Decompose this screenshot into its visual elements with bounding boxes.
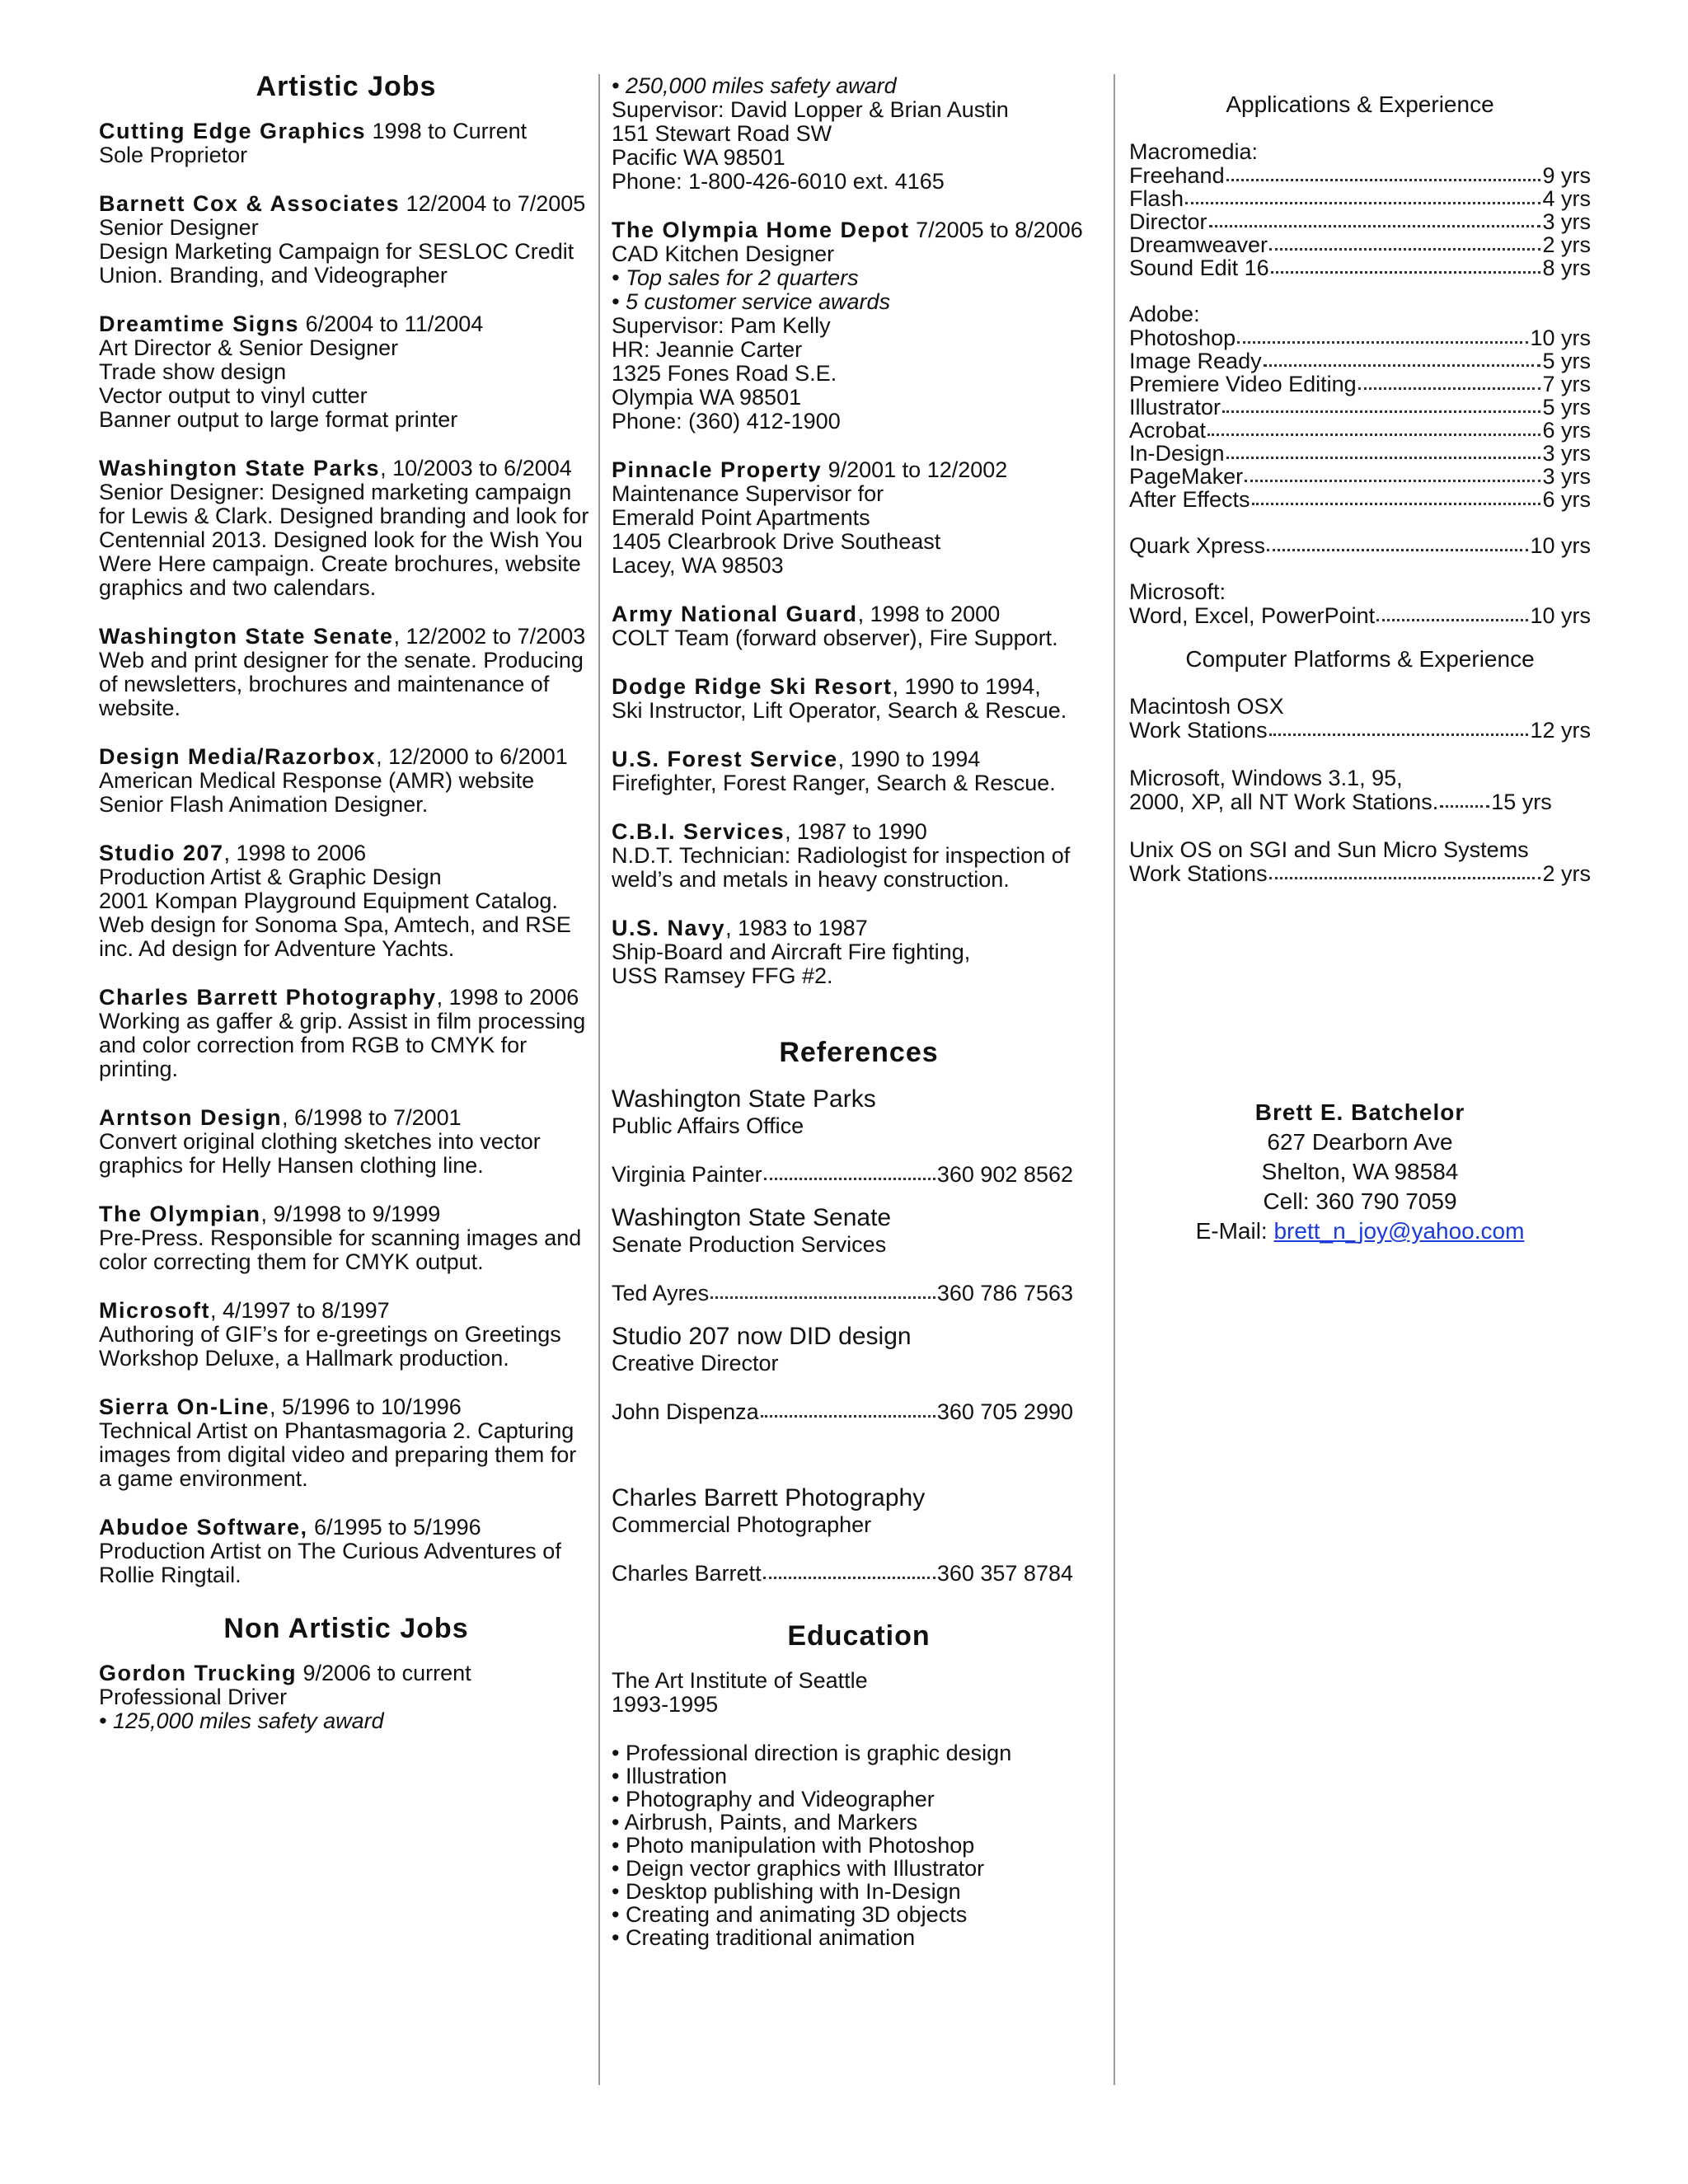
reference-org: Studio 207 now DID design: [612, 1323, 912, 1350]
skill-row-microsoft-office: [1129, 604, 1591, 627]
column-divider-right: [1114, 74, 1115, 2085]
job-line: Convert original clothing sketches into vector graphics for Helly Hansen clothing line.: [99, 1129, 541, 1178]
job-dates: , 1998 to 2000: [857, 602, 1001, 626]
job-line: CAD Kitchen Designer: [612, 241, 835, 266]
job-line: Lacey, WA 98503: [612, 553, 784, 578]
education-bullet: • Illustration: [612, 1764, 728, 1788]
job-line: American Medical Response (AMR) website Senior Flash Animation Designer.: [99, 768, 535, 817]
applications-list: [1129, 140, 1591, 511]
education-years: 1993-1995: [612, 1692, 719, 1717]
job-line: Senior Designer: Designed marketing campaign for Lewis & Clark. Designed branding and look for Centennial 2013. Designed look for the Wish You Were Here campaign. Create brochures, website graphics and two calendars.: [99, 480, 589, 600]
job-line: Professional Driver: [99, 1685, 288, 1709]
platform-name: Work Stations: [1129, 718, 1268, 743]
reference-name: John Dispenza: [612, 1399, 759, 1424]
skill-years: 3 yrs: [1542, 209, 1591, 234]
job-line: Olympia WA 98501: [612, 385, 802, 410]
education-bullet: • Airbrush, Paints, and Markers: [612, 1810, 918, 1835]
skill-name: Quark Xpress: [1129, 533, 1266, 558]
job-dates: 7/2005 to 8/2006: [909, 218, 1083, 242]
skill-name: Premiere Video Editing: [1129, 372, 1357, 396]
job-title: Dodge Ridge Ski Resort: [612, 674, 893, 699]
platform-row-windows: [1129, 790, 1591, 813]
job-title: Sierra On-Line: [99, 1394, 270, 1419]
job-line: Phone: (360) 412-1900: [612, 409, 841, 434]
job-contact-lines: [612, 98, 1106, 194]
job-dates: , 10/2003 to 6/2004: [380, 456, 572, 480]
job-line: Vector output to vinyl cutter: [99, 383, 368, 408]
skill-years: 10 yrs: [1530, 603, 1591, 628]
reference-dept: Commercial Photographer: [612, 1512, 872, 1537]
education-bullets: [612, 1741, 1106, 1949]
dot-leader: [1222, 410, 1540, 413]
job-dates: , 1983 to 1987: [725, 916, 868, 940]
reference-dept: Senate Production Services: [612, 1232, 887, 1257]
job-line: Production Artist on The Curious Adventures of Rollie Ringtail.: [99, 1539, 561, 1587]
skill-years: 5 yrs: [1542, 395, 1591, 419]
job-line: Firefighter, Forest Ranger, Search & Rescue.: [612, 771, 1056, 795]
platform-name: Work Stations: [1129, 861, 1268, 886]
skill-row: [1129, 419, 1591, 442]
contact-email-row: [1129, 1216, 1591, 1246]
job-title: Design Media/Razorbox: [99, 744, 377, 769]
job-line: COLT Team (forward observer), Fire Support.: [612, 626, 1058, 650]
job-dates: , 12/2002 to 7/2003: [393, 624, 586, 649]
dot-leader: [1237, 341, 1528, 344]
reference-contact-row: [612, 1282, 1073, 1305]
job-line: 2001 Kompan Playground Equipment Catalog. Web design for Sonoma Spa, Amtech, and RSE inc. Ad design for Adventure Yachts.: [99, 888, 571, 961]
skill-row: [1129, 442, 1591, 465]
job-gordon-trucking-continued: [612, 74, 1106, 194]
platform-years: 12 yrs: [1530, 718, 1591, 743]
non-artistic-jobs-list: [612, 458, 1106, 988]
platform-label: Unix OS on SGI and Sun Micro Systems: [1129, 837, 1529, 862]
job-dates: , 1998 to 2006: [223, 841, 367, 865]
skill-row: [1129, 256, 1591, 279]
skill-name: Photoshop: [1129, 326, 1236, 350]
education-bullet: • Creating and animating 3D objects: [612, 1902, 968, 1927]
job-title: Barnett Cox & Associates: [99, 191, 401, 216]
job-dates: 9/2001 to 12/2002: [822, 457, 1008, 482]
job-dates: , 5/1996 to 10/1996: [270, 1394, 462, 1419]
skill-group-label: Macromedia:: [1129, 139, 1259, 164]
platform-years: 15 yrs: [1491, 790, 1552, 814]
job-line: 1325 Fones Road S.E.: [612, 361, 837, 386]
job-title: The Olympia Home Depot: [612, 218, 910, 242]
dot-leader: [710, 1296, 935, 1299]
skill-years: 6 yrs: [1542, 487, 1591, 512]
skill-years: 7 yrs: [1542, 372, 1591, 396]
job-entry: [99, 1516, 593, 1587]
job-line: N.D.T. Technician: Radiologist for inspection of weld’s and metals in heavy construction.: [612, 843, 1071, 892]
job-entry: [99, 192, 593, 288]
skill-years: 8 yrs: [1542, 255, 1591, 280]
job-dates: , 1990 to 1994: [837, 747, 981, 771]
job-entry: [99, 1299, 593, 1371]
dot-leader: [761, 1415, 935, 1418]
job-entry: [99, 120, 593, 167]
reference-org: Washington State Parks: [612, 1085, 876, 1113]
job-line: Working as gaffer & grip. Assist in film processing and color correction from RGB to CMYK for printing.: [99, 1009, 586, 1081]
job-line: Web and print designer for the senate. Producing of newsletters, brochures and maintenance of website.: [99, 648, 584, 720]
job-line: Senior Designer: [99, 215, 259, 240]
skill-name: In-Design: [1129, 441, 1225, 466]
job-dates: , 1987 to 1990: [785, 819, 927, 844]
dot-leader: [764, 1178, 935, 1180]
job-title: Washington State Senate: [99, 624, 394, 649]
skill-row: [1129, 373, 1591, 396]
job-dates: , 4/1997 to 8/1997: [210, 1298, 390, 1323]
skill-group: [1129, 302, 1591, 511]
job-title: U.S. Navy: [612, 916, 726, 940]
job-title: Army National Guard: [612, 602, 858, 626]
job-entry: [99, 1202, 593, 1274]
job-line: Supervisor: David Lopper & Brian Austin: [612, 97, 1009, 122]
job-line: Ship-Board and Aircraft Fire fighting,: [612, 940, 971, 964]
reference-name: Ted Ayres: [612, 1281, 710, 1305]
job-line: Phone: 1-800-426-6010 ext. 4165: [612, 169, 945, 194]
skill-name: Flash: [1129, 186, 1184, 211]
skill-name: Sound Edit 16: [1129, 255, 1269, 280]
skill-row: [1129, 164, 1591, 187]
reference-contact-row: [612, 1163, 1073, 1186]
job-entry: [612, 916, 1106, 988]
job-title: The Olympian: [99, 1202, 261, 1226]
skill-group-label: Adobe:: [1129, 302, 1200, 326]
job-line: Pre-Press. Responsible for scanning images and color correcting them for CMYK output.: [99, 1226, 582, 1274]
education-bullet: • Photo manipulation with Photoshop: [612, 1833, 975, 1858]
job-line: Banner output to large format printer: [99, 407, 458, 432]
job-line: Design Marketing Campaign for SESLOC Credit Union. Branding, and Videographer: [99, 239, 574, 288]
platform-row-unix: [1129, 862, 1591, 885]
job-dates: 9/2006 to current: [297, 1661, 471, 1685]
platform-label: Macintosh OSX: [1129, 694, 1284, 719]
education-bullet: • Desktop publishing with In-Design: [612, 1879, 961, 1904]
skill-years: 3 yrs: [1542, 441, 1591, 466]
job-line: Pacific WA 98501: [612, 145, 785, 170]
job-line: Production Artist & Graphic Design: [99, 865, 442, 889]
job-title: Cutting Edge Graphics: [99, 119, 367, 143]
skill-name: After Effects: [1129, 487, 1250, 512]
job-dates: , 12/2000 to 6/2001: [376, 744, 568, 769]
reference-phone: 360 902 8562: [936, 1162, 1073, 1187]
job-entry: [612, 602, 1106, 650]
skill-years: 10 yrs: [1530, 533, 1591, 558]
contact-cell: Cell: 360 790 7059: [1263, 1188, 1457, 1214]
job-dates: , 1990 to 1994,: [892, 674, 1041, 699]
job-dates: , 6/1998 to 7/2001: [282, 1105, 462, 1130]
platform-row-mac: [1129, 719, 1591, 742]
job-dates: , 1998 to 2006: [436, 985, 579, 1010]
job-home-depot: [612, 218, 1106, 434]
skill-row: [1129, 488, 1591, 511]
job-dates: , 9/1998 to 9/1999: [260, 1202, 441, 1226]
job-line: Sole Proprietor: [99, 143, 248, 167]
contact-address: 627 Dearborn Ave: [1267, 1129, 1453, 1155]
job-title: Dreamtime Signs: [99, 312, 300, 336]
job-line: Supervisor: Pam Kelly: [612, 313, 831, 338]
skill-row: [1129, 233, 1591, 256]
reference-name: Virginia Painter: [612, 1162, 762, 1187]
dot-leader: [1207, 434, 1540, 436]
job-line: 1405 Clearbrook Drive Southeast: [612, 529, 941, 554]
job-line: Art Director & Senior Designer: [99, 335, 399, 360]
job-title: U.S. Forest Service: [612, 747, 838, 771]
skill-name: Director: [1129, 209, 1207, 234]
job-entry: [99, 841, 593, 961]
skill-years: 6 yrs: [1542, 418, 1591, 443]
reference-dept: Creative Director: [612, 1351, 779, 1376]
education-bullet: • Photography and Videographer: [612, 1787, 935, 1811]
reference-dept: Public Affairs Office: [612, 1113, 804, 1138]
dot-leader: [1269, 248, 1540, 251]
job-award: • 125,000 miles safety award: [99, 1708, 384, 1733]
skill-name: Illustrator: [1129, 395, 1221, 419]
skill-row: [1129, 187, 1591, 210]
skill-name: Word, Excel, PowerPoint: [1129, 603, 1376, 628]
job-title: Microsoft: [99, 1298, 210, 1323]
skill-name: PageMaker: [1129, 464, 1244, 489]
dot-leader: [1358, 387, 1541, 390]
education-bullet: • Professional direction is graphic design: [612, 1741, 1012, 1765]
reference-phone: 360 705 2990: [936, 1399, 1073, 1424]
non-artistic-jobs-heading: Non Artistic Jobs: [223, 1613, 469, 1644]
job-dates: 1998 to Current: [366, 119, 528, 143]
job-line: Authoring of GIF’s for e-greetings on Greetings Workshop Deluxe, a Hallmark production.: [99, 1322, 561, 1371]
skill-row-quark: [1129, 534, 1591, 557]
reference-org: Washington State Senate: [612, 1204, 892, 1231]
column-left: [99, 70, 593, 1733]
skill-name: Acrobat: [1129, 418, 1207, 443]
skill-years: 5 yrs: [1542, 349, 1591, 373]
platform-name: 2000, XP, all NT Work Stations.: [1129, 790, 1439, 814]
job-title: Abudoe Software,: [99, 1515, 308, 1540]
reference-entry: [612, 1204, 1106, 1305]
job-award: • Top sales for 2 quarters: [612, 265, 859, 290]
reference-name: Charles Barrett: [612, 1561, 762, 1586]
job-entry: [99, 457, 593, 600]
skill-row: [1129, 349, 1591, 373]
job-title: Arntson Design: [99, 1105, 283, 1130]
job-line: Technical Artist on Phantasmagoria 2. Capturing images from digital video and preparing them for a game environment.: [99, 1418, 577, 1491]
skill-row: [1129, 396, 1591, 419]
column-right: [1129, 91, 1591, 1246]
references-list: [612, 1085, 1106, 1585]
skill-name: Freehand: [1129, 163, 1225, 188]
reference-entry: [612, 1085, 1106, 1186]
skill-row: [1129, 465, 1591, 488]
job-title: Pinnacle Property: [612, 457, 823, 482]
dot-leader: [1226, 179, 1541, 181]
job-line: HR: Jeannie Carter: [612, 337, 803, 362]
job-entry: [99, 745, 593, 817]
job-award: • 5 customer service awards: [612, 289, 891, 314]
dot-leader: [1185, 202, 1540, 204]
job-title: Gordon Trucking: [99, 1661, 298, 1685]
education-bullet: • Deign vector graphics with Illustrator: [612, 1856, 985, 1881]
job-line: Emerald Point Apartments: [612, 505, 870, 530]
contact-name: Brett E. Batchelor: [1254, 1099, 1465, 1125]
skill-years: 3 yrs: [1542, 464, 1591, 489]
education-bullet: • Creating traditional animation: [612, 1925, 916, 1950]
job-line: Maintenance Supervisor for: [612, 481, 884, 506]
job-entry: [99, 1395, 593, 1491]
reference-entry: [612, 1323, 1106, 1423]
job-title: Washington State Parks: [99, 456, 381, 480]
skill-group: [1129, 140, 1591, 279]
dot-leader: [1226, 457, 1541, 459]
reference-phone: 360 786 7563: [936, 1281, 1073, 1305]
column-middle: [612, 74, 1106, 1949]
job-entry: [612, 748, 1106, 795]
column-divider-left: [598, 74, 600, 2085]
skill-row: [1129, 326, 1591, 349]
reference-entry: [612, 1484, 1106, 1585]
contact-email-label: E-Mail:: [1195, 1218, 1274, 1244]
reference-phone: 360 357 8784: [936, 1561, 1073, 1586]
job-award: • 250,000 miles safety award: [612, 73, 897, 98]
platform-label: Microsoft, Windows 3.1, 95,: [1129, 766, 1403, 790]
job-dates: 6/2004 to 11/2004: [299, 312, 484, 336]
email-link[interactable]: brett_n_joy@yahoo.com: [1273, 1218, 1525, 1244]
platform-years: 2 yrs: [1542, 861, 1591, 886]
contact-block: [1129, 1098, 1591, 1246]
dot-leader: [1264, 364, 1541, 367]
reference-contact-row: [612, 1400, 1073, 1423]
job-line: Ski Instructor, Lift Operator, Search & Rescue.: [612, 698, 1067, 723]
job-dates: 6/1995 to 5/1996: [307, 1515, 481, 1540]
skill-name: Dreamweaver: [1129, 232, 1268, 257]
education-school: The Art Institute of Seattle: [612, 1668, 868, 1693]
dot-leader: [763, 1577, 935, 1579]
contact-city: Shelton, WA 98584: [1261, 1159, 1459, 1184]
artistic-jobs-list: [99, 120, 593, 1587]
job-contact-lines: [612, 314, 1106, 434]
job-line: USS Ramsey FFG #2.: [612, 963, 833, 988]
job-entry: [99, 312, 593, 432]
job-line: Trade show design: [99, 359, 287, 384]
job-gordon-trucking: [99, 1661, 593, 1733]
skill-row: [1129, 210, 1591, 233]
dot-leader: [1252, 503, 1541, 505]
references-heading: References: [779, 1037, 939, 1068]
job-title: C.B.I. Services: [612, 819, 785, 844]
skill-years: 9 yrs: [1542, 163, 1591, 188]
job-title: Studio 207: [99, 841, 224, 865]
dot-leader: [1209, 225, 1541, 227]
skill-name: Image Ready: [1129, 349, 1262, 373]
skill-years: 4 yrs: [1542, 186, 1591, 211]
job-entry: [612, 675, 1106, 723]
job-title: Charles Barrett Photography: [99, 985, 437, 1010]
dot-leader: [1245, 480, 1540, 482]
skill-group-label: Microsoft:: [1129, 579, 1226, 604]
job-entry: [99, 986, 593, 1081]
skill-years: 2 yrs: [1542, 232, 1591, 257]
reference-org: Charles Barrett Photography: [612, 1484, 926, 1511]
platforms-heading: Computer Platforms & Experience: [1185, 646, 1535, 672]
applications-heading: Applications & Experience: [1226, 91, 1494, 117]
job-entry: [612, 458, 1106, 578]
skill-years: 10 yrs: [1530, 326, 1591, 350]
job-entry: [99, 1106, 593, 1178]
job-entry: [612, 820, 1106, 892]
artistic-jobs-heading: Artistic Jobs: [256, 71, 437, 102]
education-heading: Education: [787, 1620, 931, 1652]
job-line: 151 Stewart Road SW: [612, 121, 832, 146]
reference-contact-row: [612, 1562, 1073, 1585]
job-dates: 12/2004 to 7/2005: [400, 191, 586, 216]
dot-leader: [1271, 271, 1541, 274]
job-entry: [99, 625, 593, 720]
